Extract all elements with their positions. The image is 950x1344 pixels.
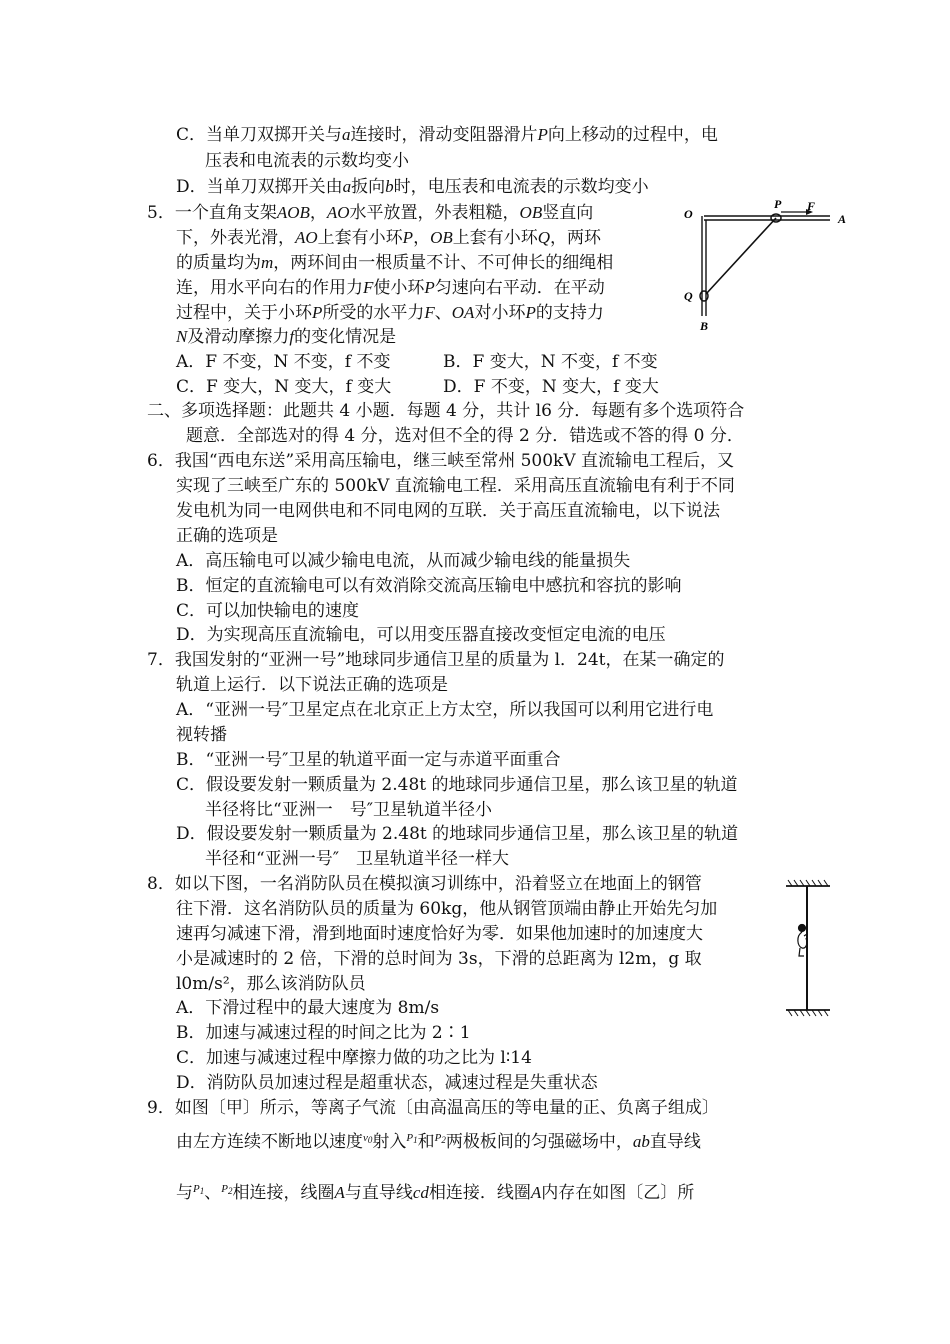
q6-stem-line3: 发电机为同一电网供电和不同电网的互联．关于高压直流输电，以下说法 <box>176 501 720 521</box>
q7-option-a-line2: 视转播 <box>176 725 227 745</box>
q6-option-d: D．为实现高压直流输电，可以用变压器直接改变恒定电流的电压 <box>176 625 666 645</box>
q8-stem-line2: 往下滑．这名消防队员的质量为 60kg，他从钢管顶端由静止开始先匀加 <box>176 899 718 919</box>
q4-option-c-line1: C．当单刀双掷开关与a连接时，滑动变阻器滑片P向上移动的过程中，电 <box>176 125 718 145</box>
q8-stem-line3: 速再匀减速下滑，滑到地面时速度恰好为零．如果他加速时的加速度大 <box>176 924 703 944</box>
q7-option-d-line1: D．假设要发射一颗质量为 2.48t 的地球同步通信卫星，那么该卫星的轨道 <box>176 824 739 844</box>
q9-stem-line2: 由左方连续不断地以速度$^{v_0}$射入$^{P_1}$和$^{P_2}$两极板间的匀强磁场中，ab直导线 <box>176 1132 701 1152</box>
q5-stem-line4: 连，用水平向右的作用力F使小环P匀速向右平动．在平动 <box>176 278 605 298</box>
q6-option-b: B．恒定的直流输电可以有效消除交流高压输电中感抗和容抗的影响 <box>176 576 682 596</box>
q5-stem-line6: N及滑动摩擦力f的变化情况是 <box>176 327 397 347</box>
q5-stem-line1: 5．一个直角支架AOB，AO水平放置，外表粗糙，OB竖直向 <box>147 203 594 223</box>
firefighter-icon <box>798 925 807 957</box>
q9-stem-line1: 9．如图〔甲〕所示，等离子气流〔由高温高压的等电量的正、负离子组成〕 <box>147 1098 719 1118</box>
q8-stem-line5: l0m/s²，那么该消防队员 <box>176 974 366 994</box>
q6-option-c: C．可以加快输电的速度 <box>176 601 360 621</box>
q9-stem-line3: 与$^{P_1}$、$^{P_2}$相连接，线圈A与直导线cd相连接．线圈A内存在如图〔乙〕所 <box>176 1183 695 1203</box>
q5-option-c: C．F 变大，N 变大，f 变大 <box>176 377 392 397</box>
q4-option-c-line2: 压表和电流表的示数均变小 <box>205 151 409 171</box>
q4-option-d: D．当单刀双掷开关由a扳向b时，电压表和电流表的示数均变小 <box>176 177 649 197</box>
ring-q-icon <box>700 291 708 301</box>
q5-stem-line2: 下，外表光滑，AO上套有小环P，OB上套有小环Q，两环 <box>176 228 602 248</box>
q7-stem-line2: 轨道上运行．以下说法正确的选项是 <box>176 675 448 695</box>
q8-stem-line1: 8．如以下图，一名消防队员在模拟演习训练中，沿着竖立在地面上的钢管 <box>147 874 702 894</box>
q8-stem-line4: 小是减速时的 2 倍，下滑的总时间为 3s，下滑的总距离为 l2m，g 取 <box>176 949 702 969</box>
q8-pole-figure <box>780 876 838 1020</box>
q6-stem-line2: 实现了三峡至广东的 500kV 直流输电工程．采用高压直流输电有利于不同 <box>176 476 735 496</box>
q5-stem-line3: 的质量均为m，两环间由一根质量不计、不可伸长的细绳相 <box>176 253 614 273</box>
q8-option-d: D．消防队员加速过程是超重状态，减速过程是失重状态 <box>176 1073 598 1093</box>
q7-option-c-line2: 半径将比“亚洲一 号″卫星轨道半径小 <box>205 800 493 820</box>
label-a: A <box>838 212 847 226</box>
section-2-heading-line2: 题意．全部选对的得 4 分，选对但不全的得 2 分．错选或不答的得 0 分． <box>186 426 744 446</box>
q7-stem-line1: 7．我国发射的“亚洲一号”地球同步通信卫星的质量为 l．24t，在某一确定的 <box>147 650 725 670</box>
q7-option-a-line1: A．“亚洲一号″卫星定点在北京正上方太空，所以我国可以利用它进行电 <box>176 700 714 720</box>
q7-option-d-line2: 半径和“亚洲一号″ 卫星轨道半径一样大 <box>205 849 510 869</box>
q5-stem-line5: 过程中，关于小环P所受的水平力F、OA对小环P的支持力 <box>176 303 604 323</box>
q5-bracket-figure <box>680 198 855 336</box>
label-f: F <box>807 199 816 213</box>
q6-stem-line4: 正确的选项是 <box>176 526 278 546</box>
label-o: O <box>684 207 693 221</box>
section-2-heading-line1: 二、多项选择题：此题共 4 小题．每题 4 分，共计 l6 分．每题有多个选项符合 <box>147 401 745 421</box>
q6-option-a: A．高压输电可以减少输电电流，从而减少输电线的能量损失 <box>176 551 631 571</box>
q5-option-a: A．F 不变，N 不变，f 不变 <box>176 352 391 372</box>
label-p: P <box>774 198 782 211</box>
q5-option-d: D．F 不变，N 变大，f 变大 <box>443 377 659 397</box>
q6-stem-line1: 6．我国“西电东送”采用高压输电，继三峡至常州 500kV 直流输电工程后，又 <box>147 451 735 471</box>
q8-option-b: B．加速与减速过程的时间之比为 2∶1 <box>176 1023 471 1043</box>
q8-option-c: C．加速与减速过程中摩擦力做的功之比为 l∶14 <box>176 1048 532 1068</box>
q8-option-a: A．下滑过程中的最大速度为 8m/s <box>176 998 440 1018</box>
q7-option-c-line1: C．假设要发射一颗质量为 2.48t 的地球同步通信卫星，那么该卫星的轨道 <box>176 775 738 795</box>
q5-option-b: B．F 变大，N 不变，f 不变 <box>443 352 658 372</box>
label-b: B <box>700 319 709 333</box>
label-q: Q <box>684 289 693 303</box>
q7-option-b: B．“亚洲一号″卫星的轨道平面一定与赤道平面重合 <box>176 750 561 770</box>
